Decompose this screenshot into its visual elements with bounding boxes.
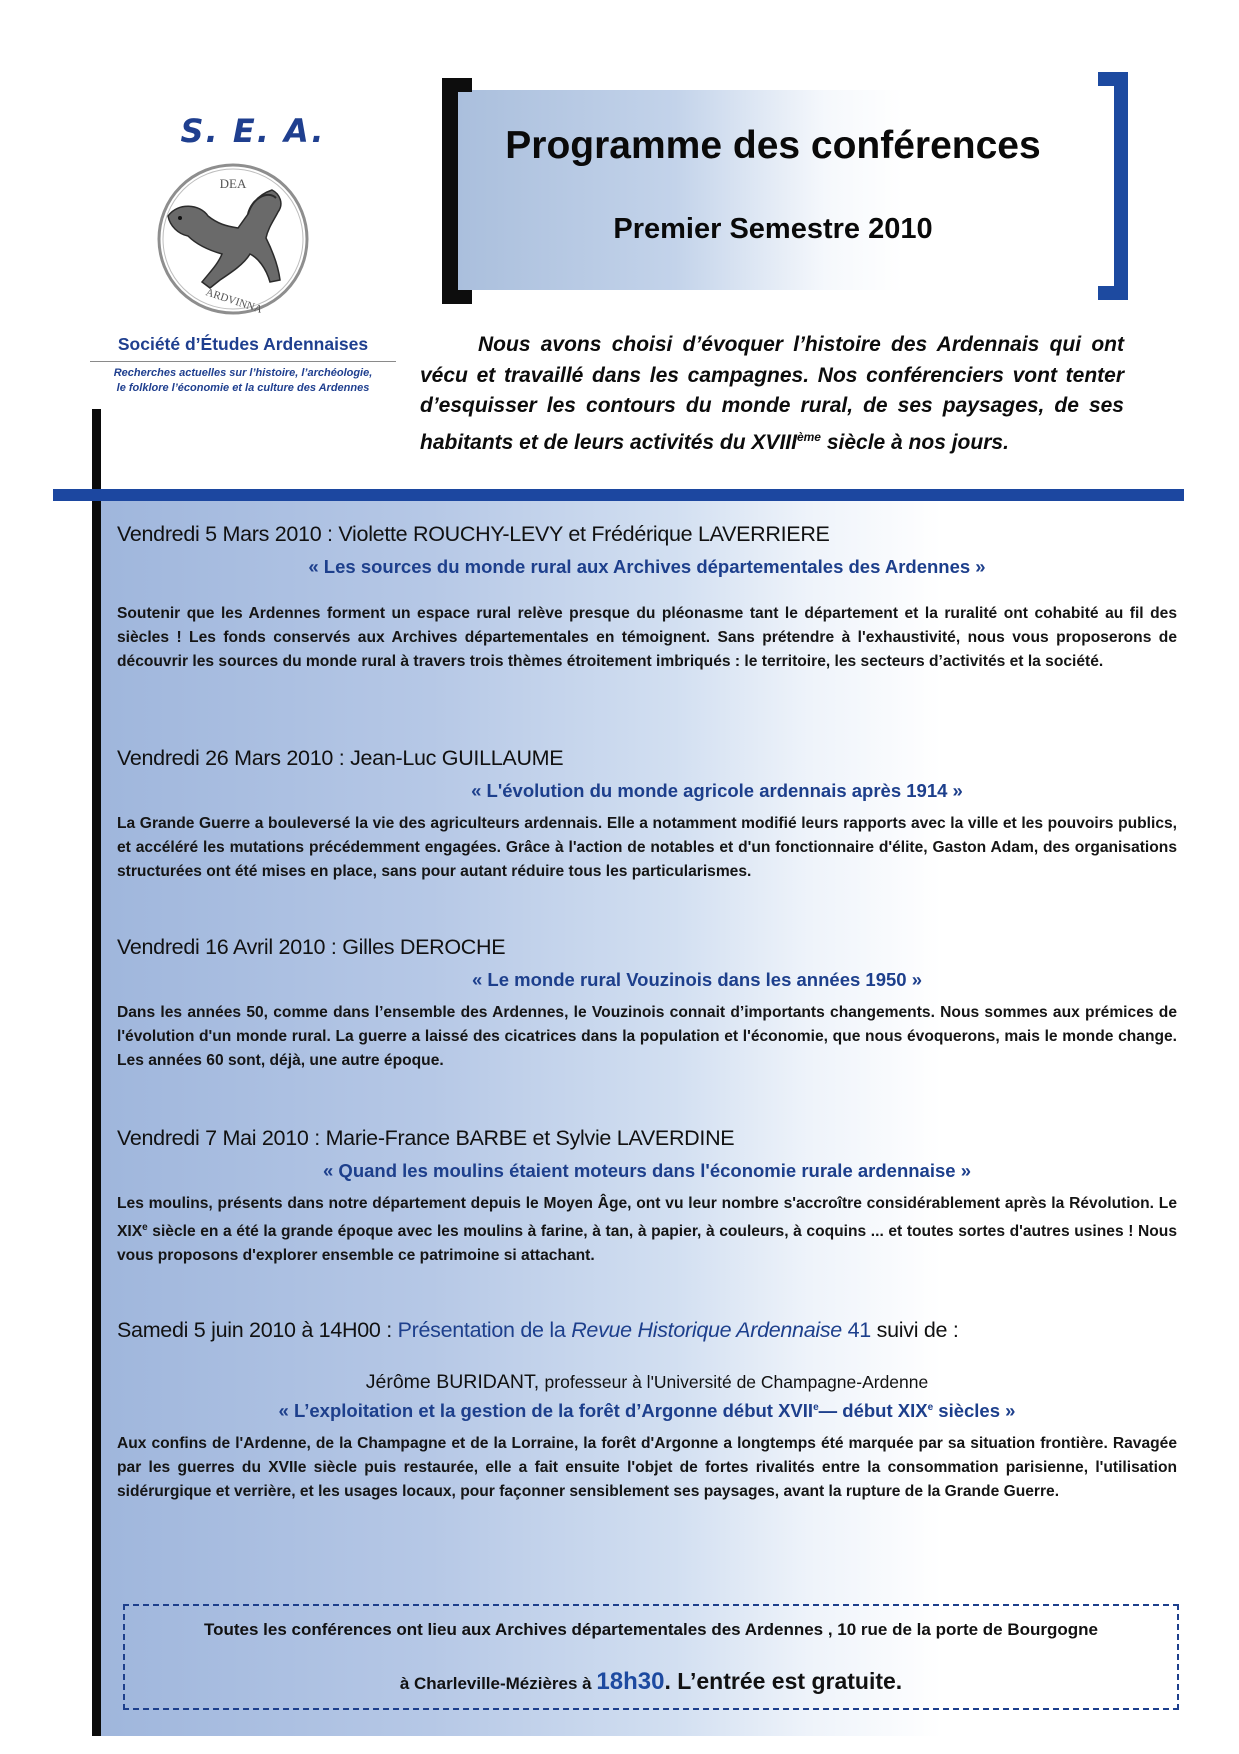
title-superscript: e <box>927 1401 934 1413</box>
intro-superscript: ème <box>796 429 821 444</box>
event-heading <box>117 522 1177 547</box>
divider <box>90 361 396 362</box>
event-4 <box>117 1126 1177 1268</box>
right-bracket <box>1092 72 1128 300</box>
revue-number: 41 <box>847 1318 871 1342</box>
horizontal-rule <box>53 489 1184 501</box>
event-title <box>117 1400 1177 1422</box>
logo-block <box>88 112 398 396</box>
title-box <box>448 90 1098 290</box>
description-text-end: siècle en a été la grande époque avec les moulins à farine, à tan, à papier, à couleurs, à coquins ... et toutes sortes d'autres usines ! Nous vous proposons d'explorer ensemble ce patrimoine si attachant. <box>117 1223 1177 1265</box>
event-date: Vendredi 7 Mai 2010 : <box>117 1126 320 1150</box>
event-heading <box>117 1126 1177 1151</box>
event-3 <box>117 935 1177 1073</box>
event-title: « L'évolution du monde agricole ardennais après 1914 » <box>471 780 963 801</box>
presentation-prefix: Présentation de la <box>397 1318 566 1342</box>
venue-address: Toutes les conférences ont lieu aux Archives départementales des Ardennes , 10 rue de la porte de Bourgogne <box>203 1620 1099 1639</box>
title-superscript: e <box>813 1401 819 1413</box>
speaker-role: professeur à l'Université de Champagne-Ardenne <box>544 1372 929 1392</box>
event-description <box>117 1192 1177 1268</box>
boar-seal-icon <box>148 154 318 324</box>
svg-text:ARDVINNA: ARDVINNA <box>204 286 264 316</box>
presentation-suffix: suivi de : <box>876 1318 959 1342</box>
intro-paragraph <box>420 330 1124 458</box>
event-date: Vendredi 5 Mars 2010 : <box>117 522 333 546</box>
venue-time <box>125 1668 1177 1696</box>
event-title: « Quand les moulins étaient moteurs dans l'économie rurale ardennaise » <box>323 1160 971 1181</box>
intro-text-end: siècle à nos jours. <box>820 430 1009 454</box>
svg-text:DEA: DEA <box>219 176 247 191</box>
event-description: Aux confins de l'Ardenne, de la Champagne et de la Lorraine, la forêt d'Argonne a longtemps été marquée par sa situation frontière. Ravagée par les guerres du XVIIe siècle puis restaurée, elle a fait ensuite l'objet de fortes rivalités entre la consommation parisienne, l'utilisation sidérurgique et verrière, et les usages locaux, pour façonner sensiblement ses paysages, avant la rupture de la Grande Guerre. <box>117 1435 1177 1500</box>
event-2 <box>117 746 1177 884</box>
event-speakers: Gilles DEROCHE <box>342 935 506 959</box>
title-part: « L’exploitation et la gestion de la forêt d’Argonne début XVII <box>278 1400 814 1421</box>
event-date: Vendredi 26 Mars 2010 : <box>117 746 345 770</box>
organization-name: Société d’Études Ardennaises <box>117 334 369 354</box>
left-bracket <box>442 78 470 304</box>
event-heading <box>117 935 1177 960</box>
event-speaker <box>117 1371 1177 1394</box>
event-speakers: Jean-Luc GUILLAUME <box>350 746 564 770</box>
page-subtitle: Premier Semestre 2010 <box>613 213 933 245</box>
description-text: Les moulins, présents dans notre département depuis le Moyen Âge, ont vu leur nombre s'accroître considérablement après la Révolution. Le XIX <box>117 1195 1177 1241</box>
revue-title: Revue Historique Ardennaise <box>571 1318 842 1342</box>
event-title: « Les sources du monde rural aux Archives départementales des Ardennes » <box>308 556 986 577</box>
event-heading <box>117 1318 1177 1343</box>
tagline-line-2: le folklore l’économie et la culture des Ardennes <box>116 382 370 394</box>
description-superscript: e <box>142 1222 148 1233</box>
title-part: siècles » <box>933 1400 1016 1421</box>
speaker-name: Jérôme BURIDANT, <box>365 1371 540 1393</box>
event-1 <box>117 522 1177 674</box>
title-part: — début XIX <box>818 1400 928 1421</box>
venue-info-box <box>123 1604 1179 1710</box>
event-heading <box>117 746 1177 771</box>
event-speakers: Marie-France BARBE et Sylvie LAVERDINE <box>325 1126 735 1150</box>
city-text: à Charleville-Mézières à <box>399 1674 592 1693</box>
event-description: Dans les années 50, comme dans l’ensemble des Ardennes, le Vouzinois connait d’importants changements. Nous sommes aux prémices de l'évolution d'un monde rural. La guerre a laissé des cicatrices dans la population et l'économie, que nous évoquerons, mais le monde change. Les années 60 sont, déjà, une autre époque. <box>117 1004 1177 1069</box>
event-description: La Grande Guerre a bouleversé la vie des agriculteurs ardennais. Elle a notamment modifié leurs rapports avec la ville et les pouvoirs publics, et accéléré les mutations précédemment engagées. Grâce à l'action de notables et d'un fonctionnaire d'élite, Gaston Adam, des organisations structurées ont été mises en place, sans pour autant réduire tous les particularismes. <box>117 815 1177 880</box>
free-entry-text: . L’entrée est gratuite. <box>664 1668 903 1694</box>
vertical-rule <box>92 409 101 1736</box>
logo-letters: S. E. A. <box>180 112 326 150</box>
start-time: 18h30 <box>596 1668 665 1695</box>
event-speakers: Violette ROUCHY-LEVY et Frédérique LAVERRIERE <box>338 522 830 546</box>
page-title: Programme des conférences <box>505 124 1041 167</box>
event-5 <box>117 1318 1177 1504</box>
intro-text: Nous avons choisi d’évoquer l’histoire des Ardennais qui ont vécu et travaillé dans les campagnes. Nos conférenciers vont tenter d’esquisser les contours du monde rural, de ses paysages, de ses habitants et de leurs activités du XVIII <box>420 333 1124 454</box>
tagline-line-1: Recherches actuelles sur l’histoire, l’archéologie, <box>113 367 373 379</box>
event-description: Soutenir que les Ardennes forment un espace rural relève presque du pléonasme tant le département et la ruralité ont cohabité au fil des siècles ! Les fonds conservés aux Archives départementales en témoignent. Sans prétendre à l'exhaustivité, nous vous proposerons de découvrir les sources du monde rural à travers trois thèmes étroitement imbriqués : le territoire, les secteurs d’activités et la société. <box>117 605 1177 670</box>
program-panel <box>98 500 1208 1736</box>
event-date: Vendredi 16 Avril 2010 : <box>117 935 337 959</box>
event-date: Samedi 5 juin 2010 à 14H00 : <box>117 1318 392 1342</box>
event-title: « Le monde rural Vouzinois dans les années 1950 » <box>472 969 922 990</box>
